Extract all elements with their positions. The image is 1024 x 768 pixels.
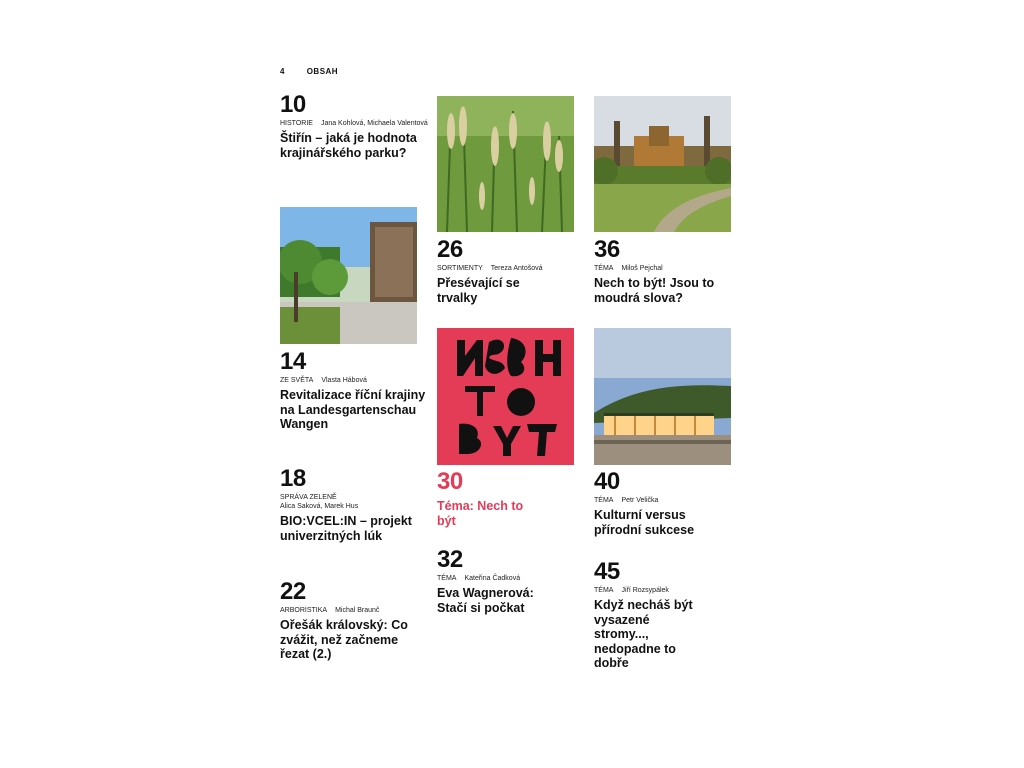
entry-meta [437,574,585,583]
entry-authors: Alica Saková, Marek Hus [280,503,359,510]
toc-entry-22[interactable] [280,580,428,662]
industrial-park-photo [594,96,731,232]
entry-title: Revitalizace říční krajiny na Landesgartenschau Wangen [280,388,426,431]
entry-authors: Jana Kohlová, Michaela Valentová [320,120,428,127]
entry-authors: Michal Braunč [335,607,380,614]
entry-category: SPRÁVA ZELENĚ [280,494,337,501]
entry-title: Když necháš být vysazené stromy..., nedopadne to dobře [594,598,693,670]
entry-category: HISTORIE [280,120,313,127]
toc-entry-36[interactable] [594,238,742,305]
entry-category: SORTIMENTY [437,265,483,272]
entry-category: TÉMA [594,265,614,272]
entry-meta [437,264,585,273]
entry-meta [594,264,742,273]
entry-category: TÉMA [594,587,614,594]
entry-authors: Jiří Rozsypálek [621,587,669,594]
entry-meta [594,586,742,595]
entry-page-number: 10 [280,91,306,118]
entry-authors: Miloš Pejchal [621,265,663,272]
entry-authors: Kateřina Čadková [464,575,521,582]
entry-page-number: 32 [437,546,463,573]
entry-category: ARBORISTIKA [280,607,328,614]
entry-title: Přesévající se trvalky [437,276,520,305]
entry-page-number: 18 [280,465,306,492]
entry-page-number: 40 [594,468,620,495]
entry-category: ZE SVĚTA [280,377,314,384]
entry-page-number: 22 [280,578,306,605]
entry-meta [280,493,428,511]
entry-authors: Tereza Antošová [490,265,543,272]
entry-meta [594,496,742,505]
section-title: OBSAH [306,67,339,76]
entry-authors: Vlasta Hábová [321,377,367,384]
toc-entry-40[interactable] [594,470,742,537]
entry-title: Nech to být! Jsou to moudrá slova? [594,276,715,305]
entry-title: Ořešák královský: Co zvážit, než začneme řezat (2.) [280,618,408,661]
nech-to-byt-artwork [437,328,574,465]
page-number: 4 [280,67,284,76]
toc-entry-32[interactable] [437,548,585,615]
entry-page-number: 26 [437,236,463,263]
toc-entry-14[interactable] [280,350,428,432]
entry-page-number: 45 [594,558,620,585]
entry-title: Kulturní versus přírodní sukcese [594,508,695,537]
entry-title: BIO:VCEL:IN – projekt univerzitných lúk [280,514,412,543]
toc-entry-18[interactable] [280,467,428,543]
entry-page-number: 30 [437,468,463,495]
river-landscape-photo [280,207,417,344]
entry-category: TÉMA [594,497,614,504]
entry-meta [280,119,428,128]
entry-title: Štiřín – jaká je hodnota krajinářského parku? [280,131,417,160]
entry-title: Eva Wagnerová: Stačí si počkat [437,586,534,615]
entry-category: TÉMA [437,575,457,582]
page-header [280,67,338,76]
entry-title: Téma: Nech to být [437,499,524,528]
entry-page-number: 36 [594,236,620,263]
green-roof-building-photo [594,328,731,465]
toc-entry-30[interactable] [437,470,585,528]
entry-meta [280,376,428,385]
entry-page-number: 14 [280,348,306,375]
toc-entry-10[interactable] [280,93,428,160]
perennials-photo [437,96,574,232]
entry-authors: Petr Velička [621,497,659,504]
toc-entry-45[interactable] [594,560,742,671]
toc-entry-26[interactable] [437,238,585,305]
entry-meta [280,606,428,615]
